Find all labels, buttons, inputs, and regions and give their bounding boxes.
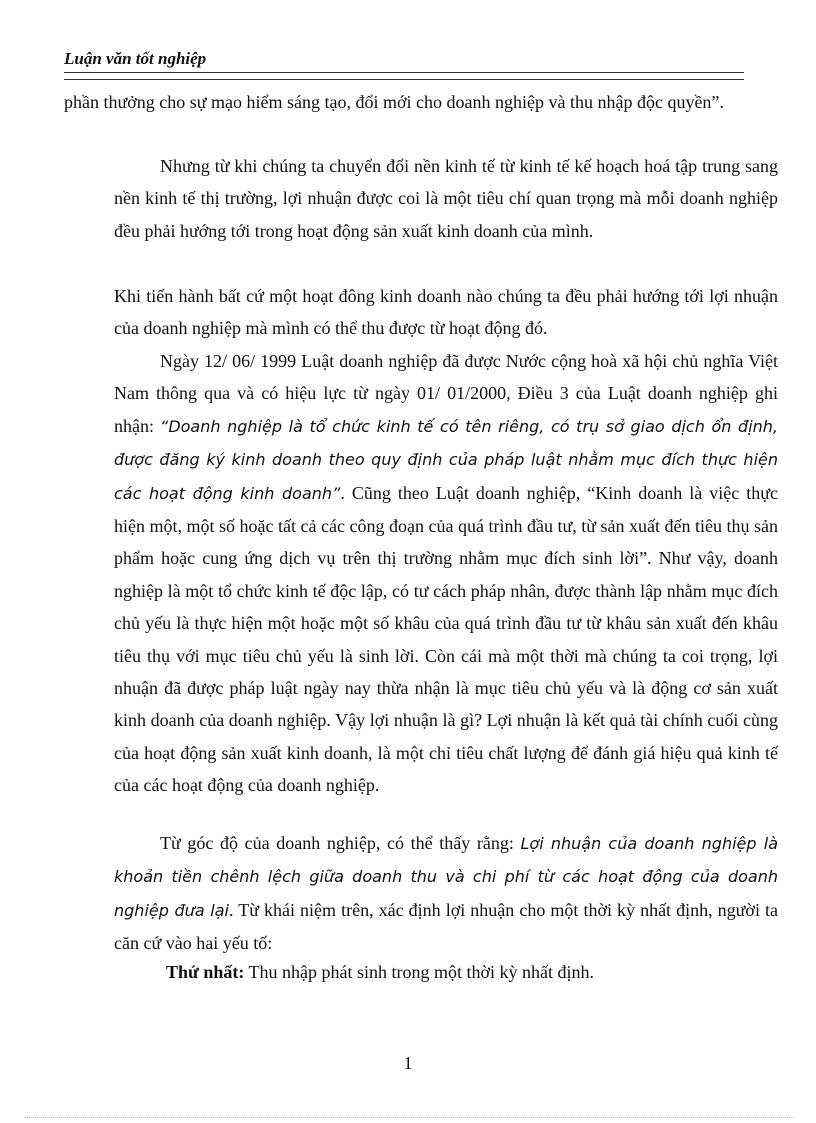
paragraph-3: Khi tiến hành bất cứ một hoạt đông kinh doanh nào chúng ta đều phải hướng tới lợi nhuận của doanh nghiệp mà mình có thể thu được từ hoạt động đó. <box>114 286 778 339</box>
document-header-title: Luận văn tốt nghiệp <box>64 49 207 68</box>
paragraph-5-intro: Từ góc độ của doanh nghiệp, có thể thấy rằng: <box>160 833 521 853</box>
paragraph-2: Nhưng từ khi chúng ta chuyển đổi nền kinh tế từ kinh tế kế hoạch hoá tập trung sang nền kinh tế thị trường, lợi nhuận được coi là một tiêu chí quan trọng mà mỗi doanh nghiệp đều phải hướng tới trong hoạt động sản xuất kinh doanh của mình. <box>114 156 778 241</box>
paragraph-6-label: Thứ nhất: <box>166 962 245 982</box>
paragraph-6 <box>114 956 778 988</box>
paragraph-6-text: Thu nhập phát sinh trong một thời kỳ nhất định. <box>244 962 594 982</box>
header-double-rule <box>64 72 744 80</box>
paragraph-4-body: . Cũng theo Luật doanh nghiệp, “Kinh doanh là việc thực hiện một, một số hoặc tất cả các công đoạn của quá trình đầu tư, từ sản xuất đến tiêu thụ sản phẩm hoặc cung ứng dịch vụ trên thị trường nhằm mục đích sinh lời”. Như vậy, doanh nghiệp là một tổ chức kinh tế độc lập, có tư cách pháp nhân, được thành lập nhằm mục đích chủ yếu là thực hiện một hoặc một số khâu của quá trình đầu tư từ khâu sản xuất đến khâu tiêu thụ với mục tiêu chủ yếu là sinh lời. Còn cái mà một thời mà chúng ta coi trọng, lợi nhuận đã được pháp luật ngày nay thừa nhận là mục tiêu chủ yếu và là động cơ sản xuất kinh doanh của doanh nghiệp. Vậy lợi nhuận là gì? Lợi nhuận là kết quả tài chính cuối cùng của hoạt động sản xuất kinh doanh, là một chỉ tiêu chất lượng để đánh giá hiệu quả kinh tế của các hoạt động của doanh nghiệp. <box>114 482 779 796</box>
paragraph-5-profit-definition: Lợi nhuận của doanh nghiệp là khoản tiền chênh lệch giữa doanh thu và chi phí từ các hoạt động của doanh nghiệp đưa lại <box>114 834 778 920</box>
page-bottom-border <box>24 1117 794 1118</box>
paragraph-4 <box>114 345 778 802</box>
paragraph-5-body: . Từ khái niệm trên, xác định lợi nhuận cho một thời kỳ nhất định, người ta căn cứ vào hai yếu tố: <box>114 899 778 954</box>
paragraph-5 <box>114 827 778 960</box>
paragraph-1: phần thưởng cho sự mạo hiểm sáng tạo, đổi mới cho doanh nghiệp và thu nhập độc quyền”. <box>64 92 724 112</box>
paragraph-4-intro: Ngày 12/ 06/ 1999 Luật doanh nghiệp đã được Nước cộng hoà xã hội chủ nghĩa Việt Nam thông qua và có hiệu lực từ ngày 01/ 01/2000, Điều 3 của Luật doanh nghiệp ghi nhận: <box>114 351 778 436</box>
paragraph-4-definition-quote: “Doanh nghiệp là tổ chức kinh tế có tên riêng, có trụ sở giao dịch ổn định, được đăng ký kinh doanh theo quy định của pháp luật nhằm mục đích thực hiện các hoạt động kinh doanh” <box>114 416 778 503</box>
page-number: 1 <box>403 1053 413 1073</box>
